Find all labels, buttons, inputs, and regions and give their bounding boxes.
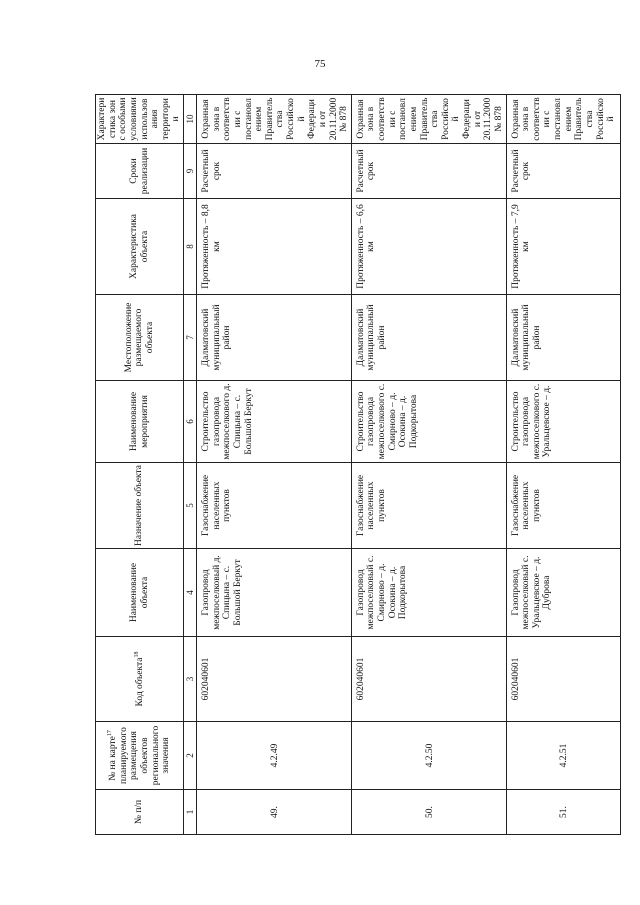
object-location: Далматовский муниципальный район [506, 295, 620, 381]
map-number: 4.2.51 [506, 722, 620, 790]
table-row [197, 95, 352, 835]
header-cell: Код объекта$^{18}$ [96, 637, 184, 722]
object-name: Газопровод межпоселковый с. Уральцевское – д. Дуброва [506, 549, 620, 637]
object-characteristic: Протяженность – 8,8 км [197, 199, 352, 295]
table-header-row [96, 95, 184, 835]
map-number: 4.2.50 [351, 722, 506, 790]
object-location: Далматовский муниципальный район [197, 295, 352, 381]
object-name: Газопровод межпоселковый с. Смирново – д. Осокина – д. Подкорытова [351, 549, 506, 637]
object-name: Газопровод межпоселковый д. Спицына – с. Большой Беркут [197, 549, 352, 637]
page-number: 75 [314, 58, 326, 70]
column-number: 2 [184, 722, 197, 790]
column-number-row [184, 95, 197, 835]
header-cell: Характеристика зон с особыми условиями использования территории [96, 95, 184, 144]
table-row [351, 95, 506, 835]
column-number: 10 [184, 95, 197, 144]
header-cell: № п/п [96, 790, 184, 835]
column-number: 4 [184, 549, 197, 637]
row-number: 50. [351, 790, 506, 835]
column-number: 6 [184, 381, 197, 463]
special-zones: Охранная зона в соответствии с постановлением Правительства Российской [506, 95, 620, 144]
column-number: 8 [184, 199, 197, 295]
measure-name: Строительство газопровода межпоселкового д. Спицына – с. Большой Беркут [197, 381, 352, 463]
object-purpose: Газоснабжение населенных пунктов [197, 463, 352, 549]
object-location: Далматовский муниципальный район [351, 295, 506, 381]
column-number: 3 [184, 637, 197, 722]
implementation-term: Расчетный срок [351, 144, 506, 199]
object-purpose: Газоснабжение населенных пунктов [506, 463, 620, 549]
row-number: 51. [506, 790, 620, 835]
implementation-term: Расчетный срок [506, 144, 620, 199]
header-cell: Характеристика объекта [96, 199, 184, 295]
object-characteristic: Протяженность – 6,6 км [351, 199, 506, 295]
object-code: 602040601 [197, 637, 352, 722]
column-number: 1 [184, 790, 197, 835]
column-number: 7 [184, 295, 197, 381]
table-row [506, 95, 620, 835]
implementation-term: Расчетный срок [197, 144, 352, 199]
header-cell: Назначение объекта [96, 463, 184, 549]
header-cell: № на карте$^{17}$ планируемого размещения объектов регионального значения [96, 722, 184, 790]
measure-name: Строительство газопровода межпоселкового с. Уральцевское – д. [506, 381, 620, 463]
header-cell: Наименование объекта [96, 549, 184, 637]
header-cell: Наименование мероприятия [96, 381, 184, 463]
object-code: 602040601 [506, 637, 620, 722]
measure-name: Строительство газопровода межпоселкового с. Смирново – д. Осокина – д. Подкорытова [351, 381, 506, 463]
special-zones: Охранная зона в соответствии с постановлением Правительства Российской Федерации от 20.11.2000 № 878 [351, 95, 506, 144]
rotated-table-wrapper [95, 95, 617, 835]
object-code: 602040601 [351, 637, 506, 722]
column-number: 9 [184, 144, 197, 199]
map-number: 4.2.49 [197, 722, 352, 790]
object-purpose: Газоснабжение населенных пунктов [351, 463, 506, 549]
header-cell: Местоположение размещаемого объекта [96, 295, 184, 381]
object-characteristic: Протяженность – 7,9 км [506, 199, 620, 295]
special-zones: Охранная зона в соответствии с постановлением Правительства Российской Федерации от 20.11.2000 № 878 [197, 95, 352, 144]
row-number: 49. [197, 790, 352, 835]
column-number: 5 [184, 463, 197, 549]
header-cell: Сроки реализации [96, 144, 184, 199]
objects-table [95, 94, 621, 835]
